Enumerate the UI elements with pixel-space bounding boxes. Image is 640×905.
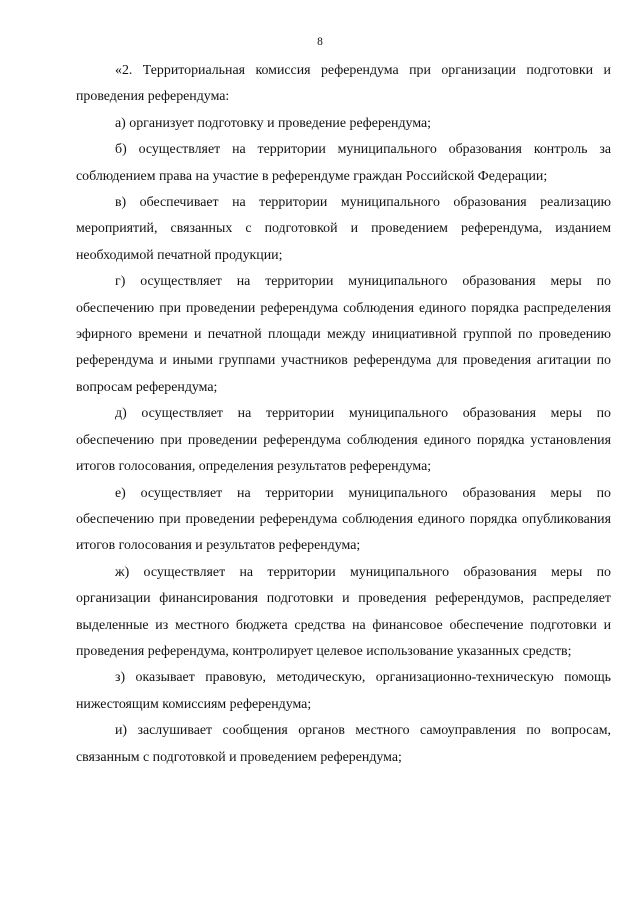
paragraph-item-i: и) заслушивает сообщения органов местного самоуправления по вопросам, связанным с подготовкой и проведением референдума; — [76, 723, 611, 765]
paragraph-item-d: д) осуществляет на территории муниципального образования меры по обеспечению при проведении референдума соблюдения единого порядка установления итогов голосования, определения результатов референдума; — [76, 406, 611, 475]
paragraph-item-g: г) осуществляет на территории муниципального образования меры по обеспечению при проведении референдума соблюдения единого порядка распределения эфирного времени и печатной площади между инициативной группой по проведению референдума и иными группами участников референдума для проведения агитации по вопросам референдума; — [76, 274, 611, 395]
document-body — [76, 58, 611, 771]
paragraph-item-z: з) оказывает правовую, методическую, организационно-техническую помощь нижестоящим комиссиям референдума; — [76, 670, 611, 712]
paragraph-intro: «2. Территориальная комиссия референдума при организации подготовки и проведения референдума: — [76, 63, 611, 105]
page-number: 8 — [317, 36, 323, 48]
paragraph-item-zh: ж) осуществляет на территории муниципального образования меры по организации финансирования подготовки и проведения референдумов, распределяет выделенные из местного бюджета средства на финансовое обеспечение подготовки и проведения референдума, контролирует целевое использование указанных средств; — [76, 564, 611, 659]
paragraph-item-e: е) осуществляет на территории муниципального образования меры по обеспечению при проведении референдума соблюдения единого порядка опубликования итогов голосования и результатов референдума; — [76, 485, 611, 554]
paragraph-item-b: б) осуществляет на территории муниципального образования контроль за соблюдением права на участие в референдуме граждан Российской Федерации; — [76, 142, 611, 184]
paragraph-item-v: в) обеспечивает на территории муниципального образования реализацию мероприятий, связанных с подготовкой и проведением референдума, изданием необходимой печатной продукции; — [76, 195, 611, 263]
paragraph-item-a: а) организует подготовку и проведение референдума; — [115, 115, 432, 131]
